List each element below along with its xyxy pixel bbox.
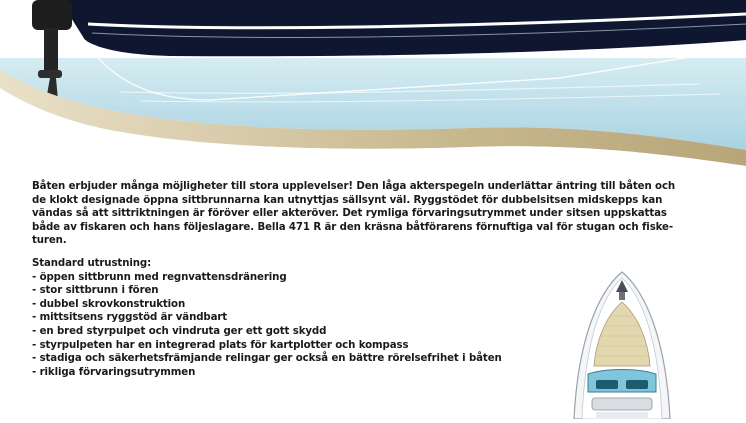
hero-illustration [0,0,746,190]
standard-equipment-title: Standard utrustning: [32,257,152,269]
equipment-item: - öppen sittbrunn med regnvattensdränering [32,271,287,283]
boat-top-view-illustration [566,270,678,419]
intro-line: både av fiskaren och hans följeslagare. Bella 471 R är den kräsna båtförarens förnuftiga val för stugan och fiske- [32,221,673,233]
equipment-item: - stadiga och säkerhetsfrämjande relingar ger också en bättre rörelsefrihet i båten [32,353,502,365]
equipment-item: - stor sittbrunn i fören [32,285,159,297]
intro-line: vändas så att sittriktningen är föröver eller akteröver. Det rymliga förvaringsutrymmet under sitsen uppskattas [32,208,667,220]
equipment-item: - styrpulpeten har en integrerad plats för kartplotter och kompass [32,339,409,351]
intro-line: de klokt designade öppna sittbrunnarna kan utnyttjas sällsynt väl. Ryggstödet för dubbelsitsen midskepps kan [32,194,663,206]
intro-line: Båten erbjuder många möjligheter till stora upplevelser! Den låga akterspegeln underlättar äntring till båten och [32,181,676,192]
intro-paragraph [32,180,722,248]
equipment-item: - rikliga förvaringsutrymmen [32,366,196,378]
intro-line: turen. [32,235,67,247]
equipment-item: - mittsitsens ryggstöd är vändbart [32,312,228,324]
equipment-item: - en bred styrpulpet och vindruta ger ett gott skydd [32,325,327,337]
equipment-item: - dubbel skrovkonstruktion [32,298,186,310]
